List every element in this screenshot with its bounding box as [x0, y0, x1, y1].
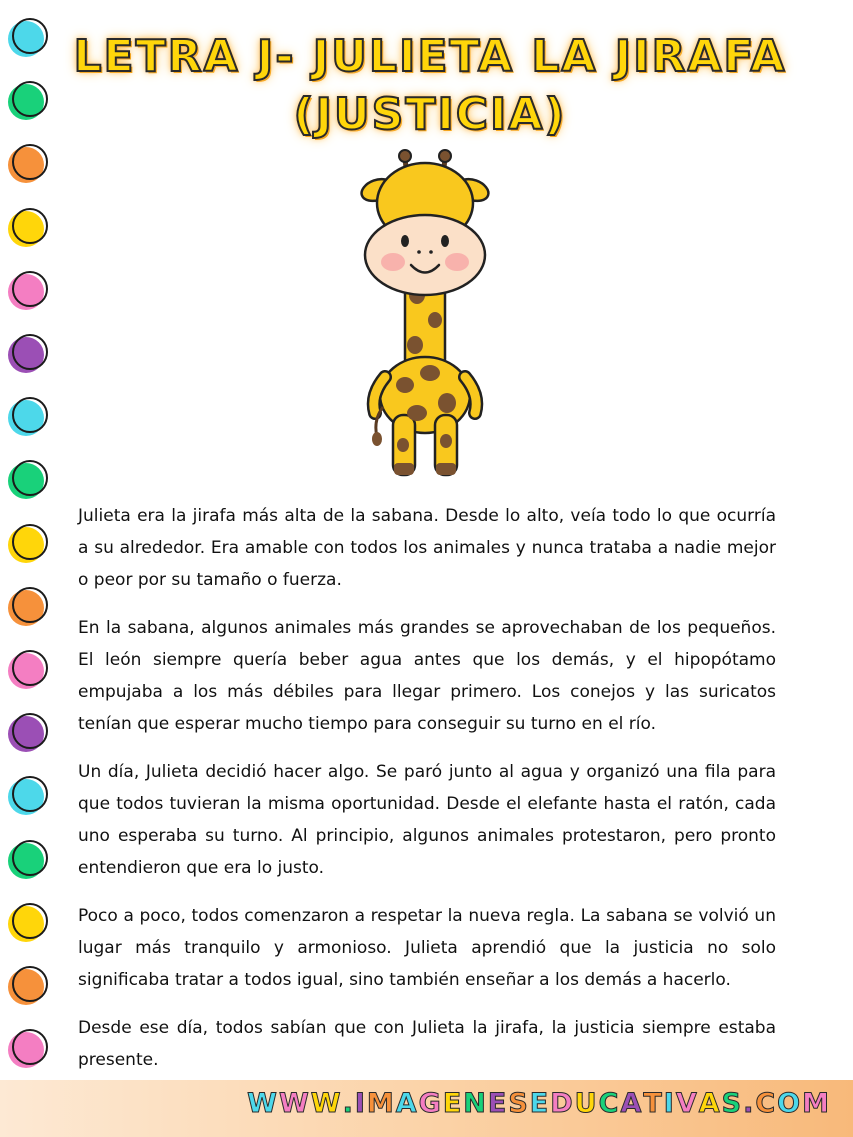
decorative-dot: [8, 650, 48, 690]
story-paragraph-5: Desde ese día, todos sabían que con Julieta la jirafa, la justicia siempre estaba presente.: [78, 1018, 776, 1070]
decorative-dot: [8, 144, 48, 184]
decorative-dot: [8, 1029, 48, 1069]
page-title: [60, 28, 800, 144]
decorative-dot: [8, 271, 48, 311]
decorative-dot: [8, 18, 48, 58]
story-paragraph-3: Un día, Julieta decidió hacer algo. Se paró junto al agua y organizó una fila para que todos tuvieran la misma oportunidad. Desde el elefante hasta el ratón, cada uno esperaba su turno. Al principio, algunos animales protestaron, pero pronto entendieron que era lo justo.: [78, 762, 776, 878]
decorative-dot: [8, 966, 48, 1006]
decorative-dot: [8, 587, 48, 627]
website-watermark: WWW.IMAGENESEDUCATIVAS.COM: [247, 1088, 831, 1119]
story-text: [78, 500, 776, 1092]
decorative-dot: [8, 208, 48, 248]
story-paragraph-4: Poco a poco, todos comenzaron a respetar la nueva regla. La sabana se volvió un lugar más tranquilo y armonioso. Julieta aprendió que la justicia no solo significaba tratar a todos igual, sino también enseñar a los demás a hacerlo.: [78, 906, 776, 990]
decorative-dot: [8, 397, 48, 437]
decorative-dot: [8, 903, 48, 943]
decorative-dot: [8, 776, 48, 816]
footer-banner: [0, 1080, 853, 1137]
decorative-dot: [8, 840, 48, 880]
decorative-dot: [8, 334, 48, 374]
giraffe-illustration: [355, 145, 495, 480]
decorative-dot: [8, 713, 48, 753]
title-line-2: (JUSTICIA): [293, 89, 567, 140]
story-paragraph-2: En la sabana, algunos animales más grandes se aprovechaban de los pequeños. El león siempre quería beber agua antes que los demás, y el hipopótamo empujaba a los más débiles para llegar primero. Los conejos y las suricatos tenían que esperar mucho tiempo para conseguir su turno en el río.: [78, 618, 776, 734]
decorative-dot: [8, 524, 48, 564]
decorative-dot: [8, 81, 48, 121]
title-line-1: LETRA J- JULIETA LA JIRAFA: [73, 31, 787, 82]
decorative-dot: [8, 460, 48, 500]
story-paragraph-1: Julieta era la jirafa más alta de la sabana. Desde lo alto, veía todo lo que ocurría a su alrededor. Era amable con todos los animales y nunca trataba a nadie mejor o peor por su tamaño o fuerza.: [78, 506, 776, 590]
decorative-dots-column: [0, 0, 60, 1137]
